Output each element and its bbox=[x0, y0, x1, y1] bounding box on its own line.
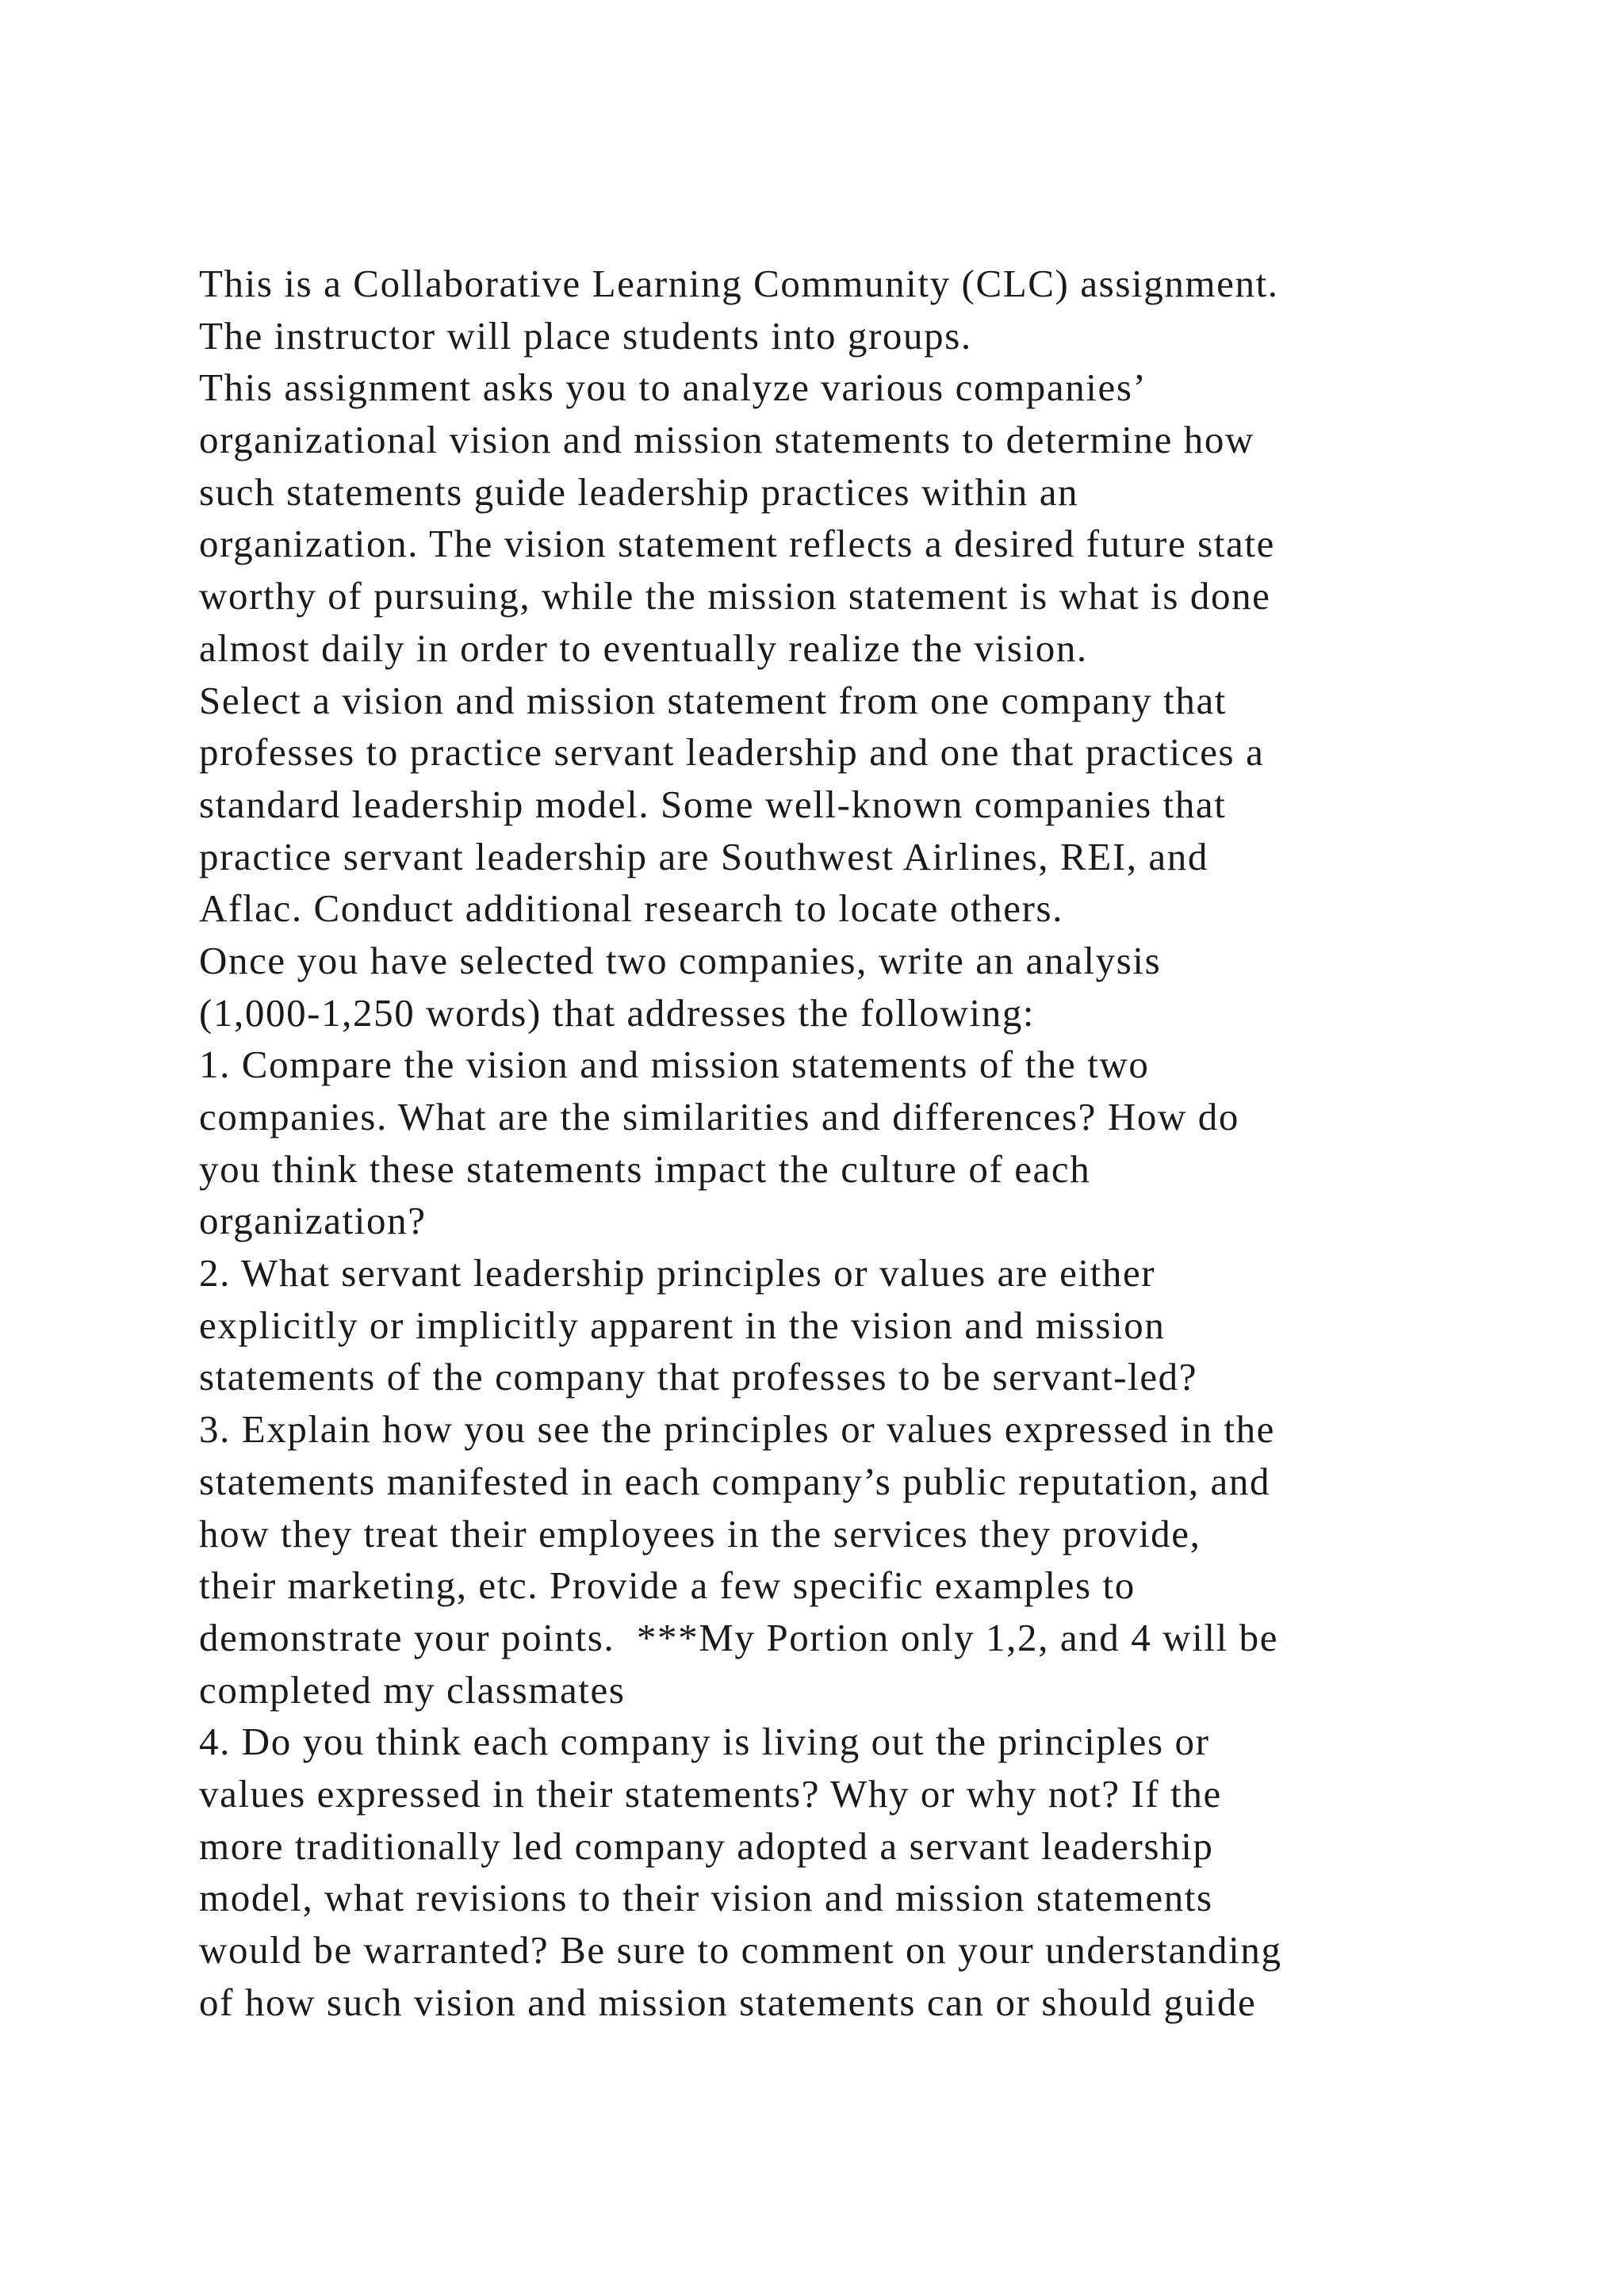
text-line: would be warranted? Be sure to comment on your understanding bbox=[199, 1928, 1282, 1972]
text-line: companies. What are the similarities and differences? How do bbox=[199, 1095, 1239, 1138]
text-line: such statements guide leadership practices within an bbox=[199, 469, 1079, 514]
text-line: The instructor will place students into groups. bbox=[199, 313, 972, 358]
text-line: 1. Compare the vision and mission statements of the two bbox=[199, 1043, 1150, 1087]
text-line: values expressed in their statements? Why or why not? If the bbox=[199, 1771, 1222, 1816]
text-line: 4. Do you think each company is living out the principles or bbox=[199, 1720, 1210, 1764]
text-line: you think these statements impact the culture of each bbox=[199, 1146, 1091, 1191]
text-line: Aflac. Conduct additional research to locate others. bbox=[199, 886, 1064, 931]
text-line: their marketing, etc. Provide a few specific examples to bbox=[199, 1563, 1136, 1608]
text-line: standard leadership model. Some well-known companies that bbox=[199, 782, 1227, 826]
text-line: of how such vision and mission statements can or should guide bbox=[199, 1980, 1257, 2024]
text-line: professes to practice servant leadership and one that practices a bbox=[199, 730, 1265, 775]
text-line: almost daily in order to eventually realize the vision. bbox=[199, 626, 1088, 670]
text-line: organizational vision and mission statements to determine how bbox=[199, 418, 1254, 462]
text-line: statements manifested in each company’s public reputation, and bbox=[199, 1459, 1271, 1503]
text-line: practice servant leadership are Southwest Airlines, REI, and bbox=[199, 834, 1208, 878]
text-line: organization? bbox=[199, 1199, 427, 1243]
text-line: model, what revisions to their vision and mission statements bbox=[199, 1876, 1213, 1920]
text-line: Select a vision and mission statement from one company that bbox=[199, 678, 1227, 722]
text-line: Once you have selected two companies, write an analysis bbox=[199, 938, 1162, 982]
text-line: statements of the company that professes to be servant-led? bbox=[199, 1355, 1198, 1399]
text-line: how they treat their employees in the services they provide, bbox=[199, 1511, 1201, 1556]
text-line: explicitly or implicitly apparent in the vision and mission bbox=[199, 1303, 1166, 1347]
text-line: demonstrate your points. ***My Portion only 1,2, and 4 will be bbox=[199, 1615, 1279, 1659]
text-line: This assignment asks you to analyze various companies’ bbox=[199, 365, 1147, 410]
text-line: worthy of pursuing, while the mission statement is what is done bbox=[199, 574, 1271, 618]
text-line: (1,000-1,250 words) that addresses the following: bbox=[199, 990, 1036, 1035]
text-line: 2. What servant leadership principles or values are either bbox=[199, 1251, 1156, 1295]
text-line: organization. The vision statement reflects a desired future state bbox=[199, 522, 1275, 566]
assignment-text bbox=[199, 258, 1484, 2028]
text-line: 3. Explain how you see the principles or values expressed in the bbox=[199, 1407, 1276, 1452]
text-line: more traditionally led company adopted a servant leadership bbox=[199, 1823, 1214, 1868]
text-line: This is a Collaborative Learning Community (CLC) assignment. bbox=[199, 262, 1279, 305]
text-line: completed my classmates bbox=[199, 1667, 626, 1712]
